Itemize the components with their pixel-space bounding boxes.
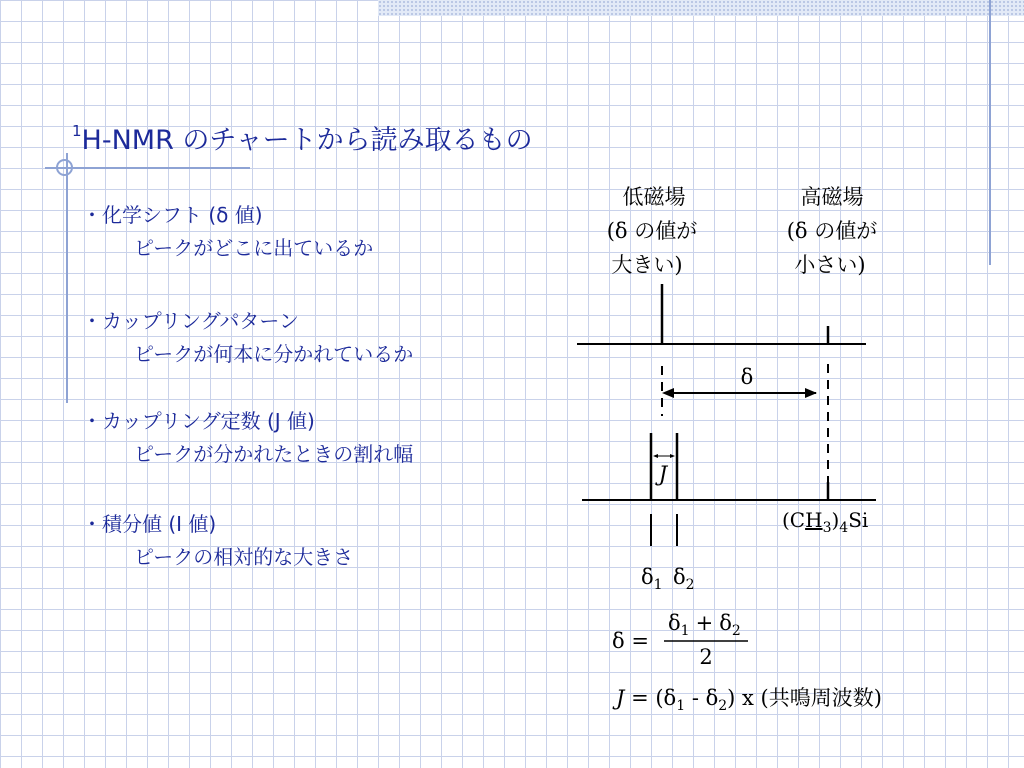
j-label: J bbox=[658, 462, 668, 486]
low-field-label bbox=[607, 185, 698, 277]
delta-label: δ bbox=[740, 365, 754, 389]
bullet-description: ピークの相対的な大きさ bbox=[134, 545, 354, 569]
j-formula: $J = (\delta_1 - \delta_2)$ x (共鳴周波数) bbox=[616, 686, 882, 714]
high-field-line1: 高磁場 bbox=[800, 185, 864, 209]
high-field-line2: (δ の値が bbox=[786, 219, 878, 243]
low-field-line3: 大きい) bbox=[611, 253, 683, 277]
bullet-heading: ・カップリング定数 (J 値) bbox=[82, 409, 315, 433]
bullet-description: ピークが分かれたときの割れ幅 bbox=[134, 442, 414, 466]
bullet-heading: ・カップリングパターン bbox=[82, 309, 299, 333]
bullet-heading: ・化学シフト (δ 値) bbox=[82, 203, 263, 227]
high-field-line3: 小さい) bbox=[794, 253, 866, 277]
bullet-description: ピークがどこに出ているか bbox=[134, 236, 374, 260]
bullet-heading: ・積分値 (I 値) bbox=[82, 512, 217, 536]
title-superscript: 1 bbox=[72, 122, 82, 140]
delta2-label: $\delta_2$ bbox=[673, 565, 695, 593]
low-field-line1: 低磁場 bbox=[622, 185, 686, 209]
delta-arrow-left-head bbox=[662, 388, 674, 398]
formula-denominator: 2 bbox=[699, 645, 713, 669]
delta1-label: $\delta_1$ bbox=[641, 565, 663, 593]
tms-label: $(CH_3)_4Si$ bbox=[782, 508, 869, 536]
formula-lhs: δ = bbox=[612, 629, 649, 653]
high-field-label bbox=[787, 185, 878, 277]
formula-numerator: $\delta_1 + \delta_2$ bbox=[668, 611, 741, 639]
bullet-description: ピークが何本に分かれているか bbox=[134, 342, 414, 366]
title-text: H-NMR のチャートから読み取るもの bbox=[81, 125, 533, 156]
low-field-line2: (δ の値が bbox=[606, 219, 698, 243]
